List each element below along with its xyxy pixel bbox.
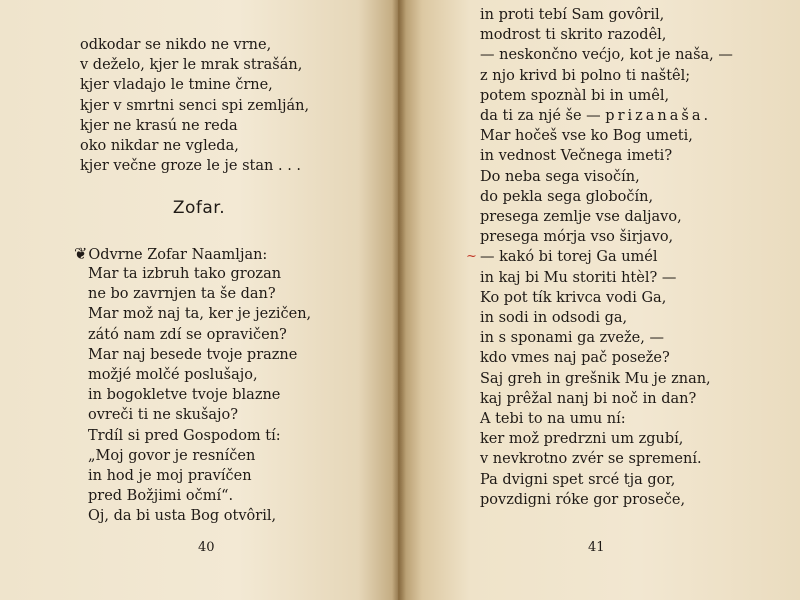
poem-line: zátó nam zdí se opravičen?	[88, 326, 287, 343]
poem-line: ovreči ti ne skušajo?	[88, 407, 239, 424]
poem-line: Mar ta izbruh tako grozan	[88, 266, 282, 282]
poem-line: Mar mož naj ta, ker je jezičen,	[88, 306, 312, 323]
poem-line: — neskončno većjo, kot je naša, —	[480, 47, 733, 64]
poem-line: potem spoznàl bi in umêl,	[480, 87, 670, 104]
poem-line: do pekla sega globočín,	[480, 188, 654, 205]
poem-line	[466, 247, 733, 267]
poem-line: Do neba sega visočín,	[480, 168, 640, 185]
margin-mark-icon: ~	[466, 249, 477, 265]
fleuron-icon: ❦	[74, 244, 88, 263]
poem-line: kaj prêžal nanj bi noč in dan?	[480, 390, 697, 407]
poem-line: in bogokletve tvoje blazne	[88, 387, 281, 404]
poem-line: in kaj bi Mu storiti htèl? —	[480, 269, 677, 286]
intro-line-block	[74, 244, 267, 265]
poem-lines-top	[80, 35, 309, 176]
poem-line: kjer ne krasú ne reda	[80, 117, 238, 134]
poem-line: „Moj govor je resníčen	[88, 447, 256, 464]
poem-line: kjer v smrtni senci spi zemlján,	[80, 97, 310, 114]
poem-line: z njo krivd bi polno ti naštêl;	[480, 67, 691, 84]
poem-line: Saj greh in grešnik Mu je znan,	[480, 370, 711, 387]
spaced-word: prizanaša.	[605, 108, 712, 125]
poem-line: možjé molčé poslušajo,	[88, 367, 258, 384]
poem-line: presega zemlje vse daljavo,	[480, 209, 682, 226]
poem-line	[480, 106, 733, 126]
poem-line: kdo vmes naj pač poseže?	[480, 350, 670, 367]
poem-line: modrost ti skrito razodêl,	[480, 27, 667, 44]
poem-line: Oj, da bi usta Bog otvôril,	[88, 508, 277, 525]
poem-line: in hod je moj pravíčen	[88, 468, 252, 485]
poem-lines	[466, 5, 733, 510]
book-gutter	[392, 0, 406, 600]
poem-line: A tebi to na umu ní:	[480, 411, 626, 428]
poem-line: Pa dvigni spet srcé tja gor,	[480, 471, 676, 488]
poem-line: ker mož predrzni um zgubí,	[480, 431, 684, 448]
poem-lines-speech	[88, 264, 311, 527]
poem-line: Mar naj besede tvoje prazne	[88, 346, 298, 363]
poem-line: kjer večne groze le je stan . . .	[80, 158, 302, 175]
poem-line: Mar hočeš vse ko Bog umeti,	[480, 128, 693, 145]
poem-line: Ko pot tík krivca vodi Ga,	[480, 289, 667, 306]
left-page	[0, 0, 398, 600]
poem-line: pred Božjimi očmí“.	[88, 488, 234, 505]
intro-line-text: Odvrne Zofar Naamljan:	[88, 247, 268, 263]
poem-line-text: — kakó bi torej Ga umél	[480, 249, 658, 266]
poem-line: Trdíl si pred Gospodom tí:	[88, 427, 281, 444]
poem-line: in s sponami ga zveže, —	[480, 330, 664, 347]
poem-line: in vednost Večnega imeti?	[480, 148, 673, 165]
poem-line: in sodi in odsodi ga,	[480, 310, 628, 327]
poem-line: kjer vladajo le tmine črne,	[80, 77, 273, 94]
page-number: 41	[588, 540, 605, 555]
right-page	[398, 0, 800, 600]
poem-line: in proti tebí Sam govôril,	[480, 7, 665, 23]
poem-line: v deželo, kjer le mrak strašán,	[80, 57, 303, 74]
poem-line: povzdigni róke gor proseče,	[480, 491, 686, 508]
section-title: Zofar.	[172, 198, 226, 218]
poem-line-start: da ti za njé še —	[480, 108, 606, 125]
poem-line: v nevkrotno zvér se spremení.	[480, 451, 702, 468]
intro-line	[74, 244, 267, 265]
poem-line: oko nikdar ne vgleda,	[80, 138, 239, 155]
poem-line: odkodar se nikdo ne vrne,	[80, 37, 272, 53]
poem-line: ne bo zavrnjen ta še dan?	[88, 286, 276, 303]
page-number: 40	[198, 540, 215, 555]
poem-line: presega mórja vso širjavo,	[480, 229, 674, 246]
